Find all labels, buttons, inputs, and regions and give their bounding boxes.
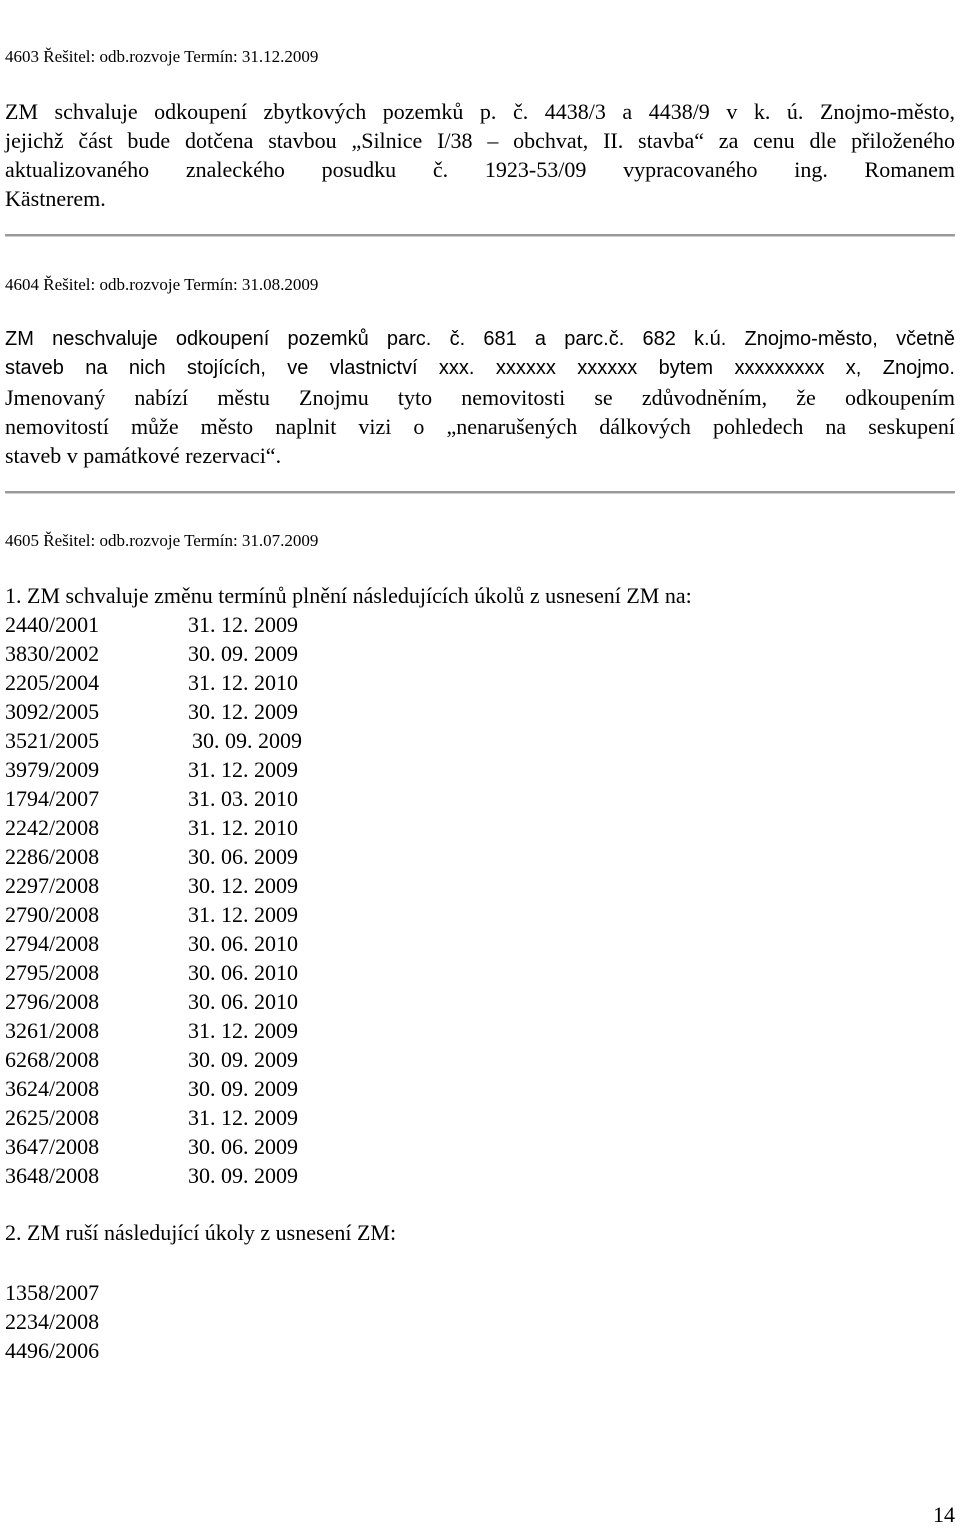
deadline-date: 30. 06. 2010 <box>188 960 298 985</box>
resolution-number: 3624/2008 <box>5 1076 100 1101</box>
deadline-date: 30. 09. 2009 <box>188 1076 298 1101</box>
deadline-date: 30. 09. 2009 <box>188 641 298 666</box>
text-line: Kästnerem. <box>5 186 106 211</box>
deadline-date: 31. 12. 2009 <box>188 757 298 782</box>
text-line: ZM schvaluje odkoupení zbytkových pozemků p. č. 4438/3 a 4438/9 v k. ú. Znojmo-město, <box>5 99 955 124</box>
deadline-date: 31. 12. 2009 <box>188 612 298 637</box>
deadline-date: 31. 12. 2009 <box>188 1105 298 1130</box>
resolution-number: 2625/2008 <box>5 1105 100 1130</box>
resolution-number: 2796/2008 <box>5 989 100 1014</box>
section-4604-header: 4604 Řešitel: odb.rozvoje Termín: 31.08.2009 <box>5 275 319 294</box>
text-line: ZM neschvaluje odkoupení pozemků parc. č. 681 a parc.č. 682 k.ú. Znojmo-město, včetně <box>5 328 955 350</box>
resolution-number: 3647/2008 <box>5 1134 100 1159</box>
deadline-date: 31. 12. 2010 <box>188 815 298 840</box>
section-4603-header: 4603 Řešitel: odb.rozvoje Termín: 31.12.2009 <box>5 47 319 66</box>
text-line: staveb v památkové rezervaci“. <box>5 443 282 468</box>
resolution-number: 2205/2004 <box>5 670 100 695</box>
deadline-date: 30. 09. 2009 <box>188 1163 298 1188</box>
text-line: Jmenovaný nabízí městu Znojmu tyto nemovitosti se zdůvodněním, že odkoupením <box>5 385 955 410</box>
deadline-date: 30. 06. 2009 <box>188 844 298 869</box>
section-divider <box>5 491 955 494</box>
section-divider <box>5 234 955 237</box>
resolution-number: 2794/2008 <box>5 931 100 956</box>
section-4603-text <box>5 97 955 213</box>
page-number: 14 <box>933 1502 955 1527</box>
resolution-number: 2790/2008 <box>5 902 100 927</box>
resolution-number: 2286/2008 <box>5 844 100 869</box>
deadline-date: 30. 06. 2010 <box>188 931 298 956</box>
deadline-date: 30. 12. 2009 <box>188 873 298 898</box>
list-item: 1358/2007 <box>5 1280 100 1305</box>
deadline-date: 31. 12. 2009 <box>188 1018 298 1043</box>
resolution-number: 2242/2008 <box>5 815 100 840</box>
cancelled-resolutions-list <box>5 1278 99 1365</box>
deadline-date: 30. 06. 2010 <box>188 989 298 1014</box>
deadline-date: 31. 03. 2010 <box>188 786 298 811</box>
deadline-date: 31. 12. 2009 <box>188 902 298 927</box>
list-item: 4496/2006 <box>5 1338 100 1363</box>
deadline-date: 30. 09. 2009 <box>188 1047 298 1072</box>
resolution-number: 3261/2008 <box>5 1018 100 1043</box>
resolution-number: 2297/2008 <box>5 873 100 898</box>
resolution-number: 2440/2001 <box>5 612 100 637</box>
section-4604-text <box>5 325 955 470</box>
list-item: 2234/2008 <box>5 1309 100 1334</box>
deadline-date: 30. 09. 2009 <box>192 728 302 753</box>
deadline-date: 31. 12. 2010 <box>188 670 298 695</box>
resolution-number: 3979/2009 <box>5 757 100 782</box>
document-page <box>5 0 955 1528</box>
point-1-text: 1. ZM schvaluje změnu termínů plnění následujících úkolů z usnesení ZM na: <box>5 583 692 608</box>
text-line: staveb na nich stojících, ve vlastnictví xxx. xxxxxx xxxxxx bytem xxxxxxxxx x, Znojmo. <box>5 357 955 379</box>
point-2-text: 2. ZM ruší následující úkoly z usnesení ZM: <box>5 1220 397 1245</box>
resolution-number: 3830/2002 <box>5 641 100 666</box>
deadline-date: 30. 12. 2009 <box>188 699 298 724</box>
text-line: aktualizovaného znaleckého posudku č. 1923-53/09 vypracovaného ing. Romanem <box>5 157 955 182</box>
text-line: nemovitostí může město naplnit vizi o „nenarušených dálkových pohledech na seskupení <box>5 414 955 439</box>
section-4605-header: 4605 Řešitel: odb.rozvoje Termín: 31.07.2009 <box>5 531 319 550</box>
resolution-number: 1794/2007 <box>5 786 100 811</box>
resolution-number: 2795/2008 <box>5 960 100 985</box>
resolution-number: 3521/2005 <box>5 728 100 753</box>
resolution-number: 6268/2008 <box>5 1047 100 1072</box>
text-line: jejichž část bude dotčena stavbou „Silnice I/38 – obchvat, II. stavba“ za cenu dle přiloženého <box>5 128 955 153</box>
resolution-number: 3648/2008 <box>5 1163 100 1188</box>
deadline-date: 30. 06. 2009 <box>188 1134 298 1159</box>
resolution-number: 3092/2005 <box>5 699 100 724</box>
